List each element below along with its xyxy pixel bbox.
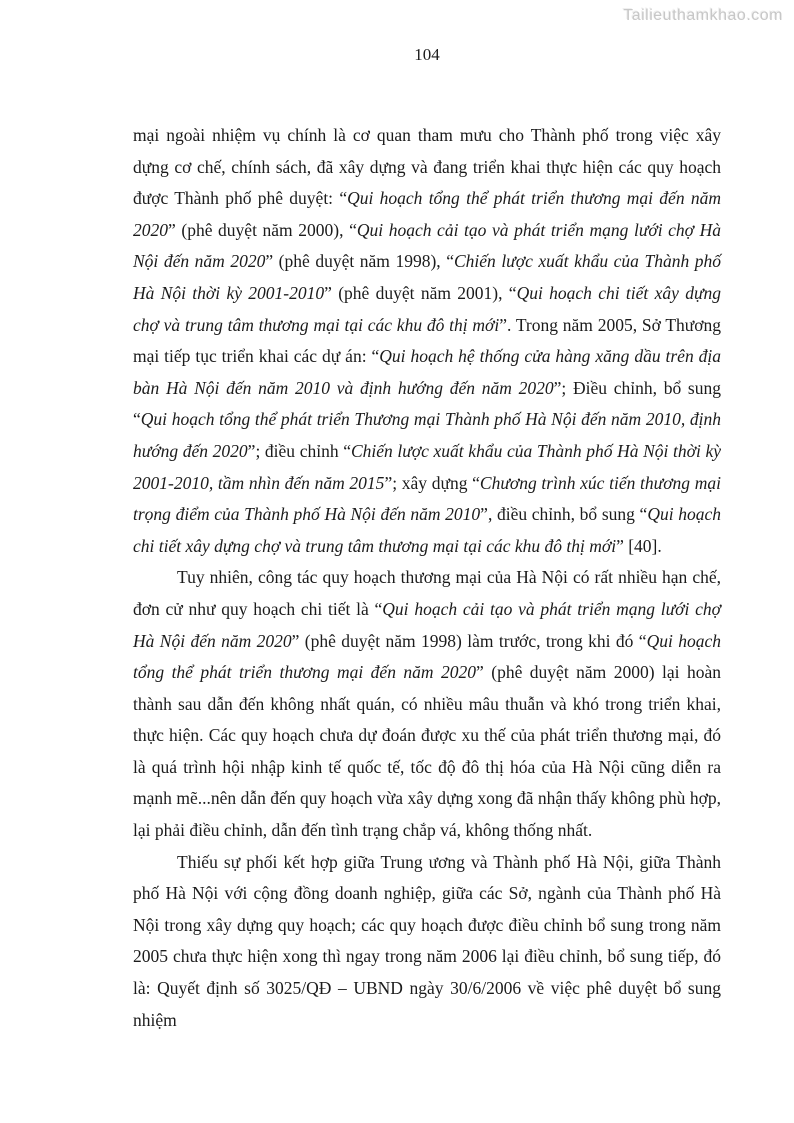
text-run: ” (phê duyệt năm 2000), “ [168, 219, 357, 240]
watermark-text: Tailieuthamkhao.com [623, 7, 783, 24]
text-run: ”, điều chỉnh, bổ sung “ [480, 504, 648, 525]
quoted-title-run: Chương trình xúc tiến thương mại trọng điểm của Thành phố Hà Nội đến năm 2010 [133, 472, 721, 525]
text-run: ” (phê duyệt năm 1998), “ [265, 251, 454, 272]
text-run: ” [40]. [616, 535, 662, 556]
page-number: 104 [414, 45, 440, 64]
quoted-title-run: Chiến lược xuất khẩu của Thành phố Hà Nội thời kỳ 2001-2010 [133, 251, 721, 303]
text-run: Thiếu sự phối kết hợp giữa Trung ương và Thành phố Hà Nội, giữa Thành phố Hà Nội với cộng đồng doanh nghiệp, giữa các Sở, ngành của Thành phố Hà Nội trong xây dựng quy hoạch; các quy hoạch được điều chỉnh bổ sung trong năm 2005 chưa thực hiện xong thì ngay trong năm 2006 lại điều chỉnh, bổ sung tiếp, đó là: Quyết định số 3025/QĐ – UBND ngày 30/6/2006 về việc phê duyệt bổ sung nhiệm [133, 851, 721, 1030]
text-run: ” (phê duyệt năm 1998) làm trước, trong khi đó “ [291, 630, 647, 651]
quoted-title-run: Qui hoạch tổng thể phát triển thương mại đến năm 2020 [133, 630, 721, 683]
paragraph [133, 847, 721, 1037]
document-body [133, 120, 721, 1036]
text-run: ” (phê duyệt năm 2001), “ [324, 282, 517, 303]
paragraph [133, 562, 721, 846]
text-run: ”; điều chỉnh “ [247, 440, 351, 461]
text-run: mại ngoài nhiệm vụ chính là cơ quan tham mưu cho Thành phố trong việc xây dựng cơ chế, chính sách, đã xây dựng và đang triển khai thực hiện các quy hoạch được Thành phố phê duyệt: “ [133, 125, 721, 209]
text-run: ”; Điều chỉnh, bổ sung “ [133, 377, 721, 430]
quoted-title-run: Qui hoạch tổng thể phát triển Thương mại Thành phố Hà Nội đến năm 2010, định hướng đến 2020 [133, 409, 721, 461]
text-run: ”; xây dựng “ [384, 472, 480, 493]
quoted-title-run: Qui hoạch cải tạo và phát triển mạng lưới chợ Hà Nội đến năm 2020 [133, 219, 722, 272]
quoted-title-run: Qui hoạch chi tiết xây dựng chợ và trung tâm thương mại tại các khu đô thị mới [133, 504, 721, 556]
quoted-title-run: Qui hoạch hệ thống cửa hàng xăng dầu trên địa bàn Hà Nội đến năm 2010 và định hướng đến năm 2020 [133, 346, 721, 398]
quoted-title-run: Qui hoạch tổng thể phát triển thương mại đến năm 2020 [133, 188, 721, 240]
text-run: ” (phê duyệt năm 2000) lại hoàn thành sau dẫn đến không nhất quán, có nhiều mâu thuẫn và khó trong triển khai, thực hiện. Các quy hoạch chưa dự đoán được xu thế của phát triển thương mại, đó là quá trình hội nhập kinh tế quốc tế, tốc độ đô thị hóa của Hà Nội cũng diễn ra mạnh mẽ...nên dẫn đến quy hoạch vừa xây dựng xong đã nhận thấy không phù hợp, lại phải điều chỉnh, dẫn đến tình trạng chắp vá, không thống nhất. [133, 662, 721, 841]
text-run: ”. Trong năm 2005, Sở Thương mại tiếp tục triển khai các dự án: “ [133, 314, 721, 367]
quoted-title-run: Qui hoạch cải tạo và phát triển mạng lưới chợ Hà Nội đến năm 2020 [133, 598, 721, 651]
quoted-title-run: Qui hoạch chi tiết xây dựng chợ và trung tâm thương mại tại các khu đô thị mới [133, 282, 721, 335]
text-run: Tuy nhiên, công tác quy hoạch thương mại của Hà Nội có rất nhiều hạn chế, đơn cử như quy hoạch chi tiết là “ [133, 567, 721, 619]
quoted-title-run: Chiến lược xuất khẩu của Thành phố Hà Nội thời kỳ 2001-2010, tầm nhìn đến năm 2015 [133, 440, 722, 493]
paragraph [133, 120, 721, 562]
